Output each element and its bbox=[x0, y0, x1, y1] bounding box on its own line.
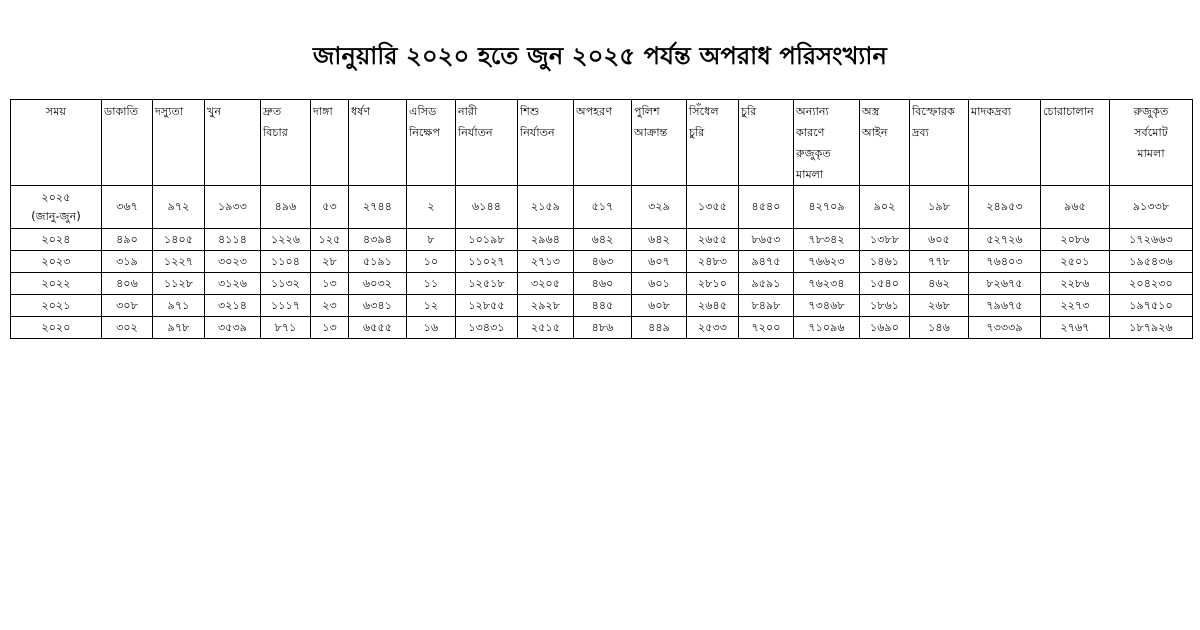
value-cell: ৫১৯১ bbox=[349, 251, 407, 273]
header-text-line: দাঙ্গা bbox=[313, 105, 333, 118]
period-text: ২০২০ bbox=[41, 321, 71, 334]
period-text: ২০২৩ bbox=[41, 255, 71, 268]
value-cell: ৭৩৪৬৮ bbox=[794, 295, 860, 317]
value-cell: ৪৪৯ bbox=[632, 317, 687, 339]
header-speedy-trial bbox=[261, 100, 311, 186]
header-text-line: আইন bbox=[862, 126, 888, 139]
value-cell: ৬৫৫৫ bbox=[349, 317, 407, 339]
value-cell: ১০১৯৮ bbox=[456, 229, 518, 251]
value-cell: ৬০৭ bbox=[632, 251, 687, 273]
value-cell: ২১৫৯ bbox=[518, 186, 574, 229]
value-cell: ৯৭১ bbox=[153, 295, 205, 317]
header-text-line: বিস্ফোরক bbox=[912, 105, 955, 118]
header-narcotics bbox=[969, 100, 1041, 186]
period-text: ২০২৫ bbox=[41, 191, 71, 204]
header-text-line: দস্যুতা bbox=[155, 105, 184, 118]
value-cell: ৪৪৫ bbox=[574, 295, 632, 317]
header-text-line: সময় bbox=[45, 105, 67, 118]
header-text-line: রুজুকৃত bbox=[796, 147, 831, 160]
period-cell bbox=[11, 273, 102, 295]
header-explosives bbox=[910, 100, 969, 186]
value-cell: ১৮৭৯২৬ bbox=[1110, 317, 1193, 339]
header-burglary bbox=[687, 100, 739, 186]
value-cell: ২০৮৬ bbox=[1041, 229, 1110, 251]
value-cell: ২৭৬৭ bbox=[1041, 317, 1110, 339]
table-row bbox=[11, 295, 1193, 317]
value-cell: ১১ bbox=[407, 273, 456, 295]
header-text-line: অস্ত্র bbox=[862, 105, 880, 118]
value-cell: ৭৬২৩৪ bbox=[794, 273, 860, 295]
value-cell: ৩৫৩৯ bbox=[205, 317, 261, 339]
value-cell: ৯৭৮ bbox=[153, 317, 205, 339]
header-period bbox=[11, 100, 102, 186]
value-cell: ৮৬৫৩ bbox=[739, 229, 794, 251]
value-cell: ২৪৮৩ bbox=[687, 251, 739, 273]
value-cell: ৩০২ bbox=[102, 317, 153, 339]
header-text-line: চুরি bbox=[741, 105, 757, 118]
header-acid-throwing bbox=[407, 100, 456, 186]
value-cell: ১২৫ bbox=[311, 229, 349, 251]
value-cell: ২৩ bbox=[311, 295, 349, 317]
value-cell: ২৬৫৫ bbox=[687, 229, 739, 251]
period-text: ২০২৪ bbox=[41, 233, 71, 246]
value-cell: ৫৩ bbox=[311, 186, 349, 229]
value-cell: ১৩ bbox=[311, 317, 349, 339]
value-cell: ৪২৭০৯ bbox=[794, 186, 860, 229]
value-cell: ৭৭৮ bbox=[910, 251, 969, 273]
value-cell: ৯৬৫ bbox=[1041, 186, 1110, 229]
value-cell: ৩০২৩ bbox=[205, 251, 261, 273]
value-cell: ৭৯৬৭৫ bbox=[969, 295, 1041, 317]
value-cell: ৮২৬৭৫ bbox=[969, 273, 1041, 295]
header-riot bbox=[311, 100, 349, 186]
table-row bbox=[11, 251, 1193, 273]
value-cell: ১১০৪ bbox=[261, 251, 311, 273]
value-cell: ৪০৬ bbox=[102, 273, 153, 295]
header-text-line: সর্বমোট bbox=[1134, 126, 1168, 139]
value-cell: ৪৬০ bbox=[574, 273, 632, 295]
header-text-line: নারী bbox=[458, 105, 478, 118]
header-text-line: চোরাচালান bbox=[1043, 105, 1094, 118]
header-text-line: মামলা bbox=[1137, 147, 1165, 160]
header-smuggling bbox=[1041, 100, 1110, 186]
value-cell: ৩০৮ bbox=[102, 295, 153, 317]
value-cell: ৭৩৩৩৯ bbox=[969, 317, 1041, 339]
value-cell: ২২৭৩ bbox=[1041, 295, 1110, 317]
header-rape bbox=[349, 100, 407, 186]
value-cell: ১৩৮৮ bbox=[860, 229, 910, 251]
value-cell: ১৪৬ bbox=[910, 317, 969, 339]
table-row bbox=[11, 273, 1193, 295]
value-cell: ৬৪২ bbox=[632, 229, 687, 251]
value-cell: ৭২০০ bbox=[739, 317, 794, 339]
header-arms-act bbox=[860, 100, 910, 186]
header-text-line: শিশু bbox=[520, 105, 540, 118]
header-other-cases bbox=[794, 100, 860, 186]
value-cell: ৭১০৯৬ bbox=[794, 317, 860, 339]
table-row bbox=[11, 186, 1193, 229]
header-police-assault bbox=[632, 100, 687, 186]
header-theft bbox=[739, 100, 794, 186]
value-cell: ৪৯৬ bbox=[261, 186, 311, 229]
value-cell: ১৬ bbox=[407, 317, 456, 339]
period-text: ২০২২ bbox=[41, 277, 71, 290]
value-cell: ৩২৯ bbox=[632, 186, 687, 229]
header-text-line: নির্যাতন bbox=[458, 126, 493, 139]
value-cell: ৯১৩৩৮ bbox=[1110, 186, 1193, 229]
value-cell: ২৮ bbox=[311, 251, 349, 273]
value-cell: ২৭৪৪ bbox=[349, 186, 407, 229]
value-cell: ১৯৭৫১০ bbox=[1110, 295, 1193, 317]
header-text-line: খুন bbox=[207, 105, 222, 118]
value-cell: ২৬৮ bbox=[910, 295, 969, 317]
period-text: (জানু-জুন) bbox=[31, 210, 81, 223]
header-text-line: ধর্ষণ bbox=[351, 105, 371, 118]
header-text-line: নির্যাতন bbox=[520, 126, 555, 139]
header-text-line: নিক্ষেপ bbox=[409, 126, 441, 139]
table-row bbox=[11, 229, 1193, 251]
value-cell: ৬৩৪১ bbox=[349, 295, 407, 317]
header-text-line: মাদকদ্রব্য bbox=[971, 105, 1012, 118]
header-text-line: দ্রব্য bbox=[912, 126, 929, 139]
value-cell: ২৯২৮ bbox=[518, 295, 574, 317]
value-cell: ১৯৩৩ bbox=[205, 186, 261, 229]
value-cell: ১৪৬১ bbox=[860, 251, 910, 273]
value-cell: ১৪০৫ bbox=[153, 229, 205, 251]
value-cell: ৮৪৯৮ bbox=[739, 295, 794, 317]
period-cell bbox=[11, 229, 102, 251]
value-cell: ১৭২৬৬৩ bbox=[1110, 229, 1193, 251]
value-cell: ১১৩২ bbox=[261, 273, 311, 295]
header-text-line: আক্রান্ত bbox=[634, 126, 668, 139]
value-cell: ৫১৭ bbox=[574, 186, 632, 229]
header-child-abuse bbox=[518, 100, 574, 186]
value-cell: ১২৫১৮ bbox=[456, 273, 518, 295]
value-cell: ৪৮৬ bbox=[574, 317, 632, 339]
value-cell: ৪৫৪০ bbox=[739, 186, 794, 229]
table-row bbox=[11, 317, 1193, 339]
table-header-row bbox=[11, 100, 1193, 186]
value-cell: ২৪৯৫৩ bbox=[969, 186, 1041, 229]
header-text-line: সিঁধেল bbox=[689, 105, 719, 118]
value-cell: ৪৯০ bbox=[102, 229, 153, 251]
value-cell: ৭৬৪০৩ bbox=[969, 251, 1041, 273]
header-text-line: বিচার bbox=[263, 126, 288, 139]
value-cell: ১২ bbox=[407, 295, 456, 317]
value-cell: ৩১২৬ bbox=[205, 273, 261, 295]
value-cell: ১৩৫৫ bbox=[687, 186, 739, 229]
value-cell: ১১১৭ bbox=[261, 295, 311, 317]
value-cell: ২৯৬৪ bbox=[518, 229, 574, 251]
period-cell bbox=[11, 186, 102, 229]
value-cell: ১০ bbox=[407, 251, 456, 273]
value-cell: ৩১৯ bbox=[102, 251, 153, 273]
value-cell: ২৮১০ bbox=[687, 273, 739, 295]
value-cell: ১১২৮ bbox=[153, 273, 205, 295]
value-cell: ১২২৬ bbox=[261, 229, 311, 251]
header-text-line: অপহরণ bbox=[576, 105, 613, 118]
period-cell bbox=[11, 251, 102, 273]
header-text-line: চুরি bbox=[689, 126, 705, 139]
header-dacoity bbox=[153, 100, 205, 186]
value-cell: ১৯৮ bbox=[910, 186, 969, 229]
value-cell: ৪৬৩ bbox=[574, 251, 632, 273]
period-cell bbox=[11, 295, 102, 317]
header-kidnapping bbox=[574, 100, 632, 186]
value-cell: ৪১১৪ bbox=[205, 229, 261, 251]
header-murder bbox=[205, 100, 261, 186]
header-text-line: পুলিশ bbox=[634, 105, 660, 118]
value-cell: ৯০২ bbox=[860, 186, 910, 229]
header-text-line: ডাকাতি bbox=[104, 105, 139, 118]
value-cell: ১৩ bbox=[311, 273, 349, 295]
value-cell: ১৯৫৪৩৬ bbox=[1110, 251, 1193, 273]
value-cell: ১৮৬১ bbox=[860, 295, 910, 317]
header-text-line: মামলা bbox=[796, 168, 824, 181]
value-cell: ২৭১৩ bbox=[518, 251, 574, 273]
page-title: জানুয়ারি ২০২০ হতে জুন ২০২৫ পর্যন্ত অপরাধ পরিসংখ্যান bbox=[312, 42, 888, 70]
header-text-line: দ্রুত bbox=[263, 105, 282, 118]
value-cell: ৭৮৩৪২ bbox=[794, 229, 860, 251]
value-cell: ২৫১৫ bbox=[518, 317, 574, 339]
value-cell: ৮৭১ bbox=[261, 317, 311, 339]
header-text-line: অন্যান্য bbox=[796, 105, 829, 118]
value-cell: ৬০৫ bbox=[910, 229, 969, 251]
value-cell: ১১০২৭ bbox=[456, 251, 518, 273]
header-women-abuse bbox=[456, 100, 518, 186]
header-robbery bbox=[102, 100, 153, 186]
header-total-cases bbox=[1110, 100, 1193, 186]
value-cell: ৯৪৭৫ bbox=[739, 251, 794, 273]
value-cell: ২ bbox=[407, 186, 456, 229]
crime-statistics-table bbox=[10, 99, 1193, 339]
value-cell: ১৫৪০ bbox=[860, 273, 910, 295]
value-cell: ৬০১ bbox=[632, 273, 687, 295]
value-cell: ১২৮৫৫ bbox=[456, 295, 518, 317]
value-cell: ২৫০১ bbox=[1041, 251, 1110, 273]
value-cell: ১২২৭ bbox=[153, 251, 205, 273]
value-cell: ৮ bbox=[407, 229, 456, 251]
header-text-line: এসিড bbox=[409, 105, 437, 118]
value-cell: ৯৭২ bbox=[153, 186, 205, 229]
table-body bbox=[11, 186, 1193, 339]
value-cell: ২৬৪৫ bbox=[687, 295, 739, 317]
value-cell: ৭৬৬২৩ bbox=[794, 251, 860, 273]
value-cell: ৪৩৯৪ bbox=[349, 229, 407, 251]
value-cell: ৬০৩২ bbox=[349, 273, 407, 295]
header-text-line: রুজুকৃত bbox=[1133, 105, 1169, 118]
value-cell: ৫২৭২৬ bbox=[969, 229, 1041, 251]
value-cell: ৯৫৯১ bbox=[739, 273, 794, 295]
value-cell: ১৩৪৩১ bbox=[456, 317, 518, 339]
period-cell bbox=[11, 317, 102, 339]
period-text: ২০২১ bbox=[41, 299, 71, 312]
value-cell: ৬৪২ bbox=[574, 229, 632, 251]
value-cell: ৬০৮ bbox=[632, 295, 687, 317]
value-cell: ৩২১৪ bbox=[205, 295, 261, 317]
value-cell: ৩২০৫ bbox=[518, 273, 574, 295]
value-cell: ১৬৯০ bbox=[860, 317, 910, 339]
value-cell: ৪৬২ bbox=[910, 273, 969, 295]
value-cell: ২২৮৬ bbox=[1041, 273, 1110, 295]
value-cell: ২০৪২৩০ bbox=[1110, 273, 1193, 295]
value-cell: ২৫৩৩ bbox=[687, 317, 739, 339]
value-cell: ৬১৪৪ bbox=[456, 186, 518, 229]
header-text-line: কারণে bbox=[796, 126, 825, 139]
value-cell: ৩৬৭ bbox=[102, 186, 153, 229]
